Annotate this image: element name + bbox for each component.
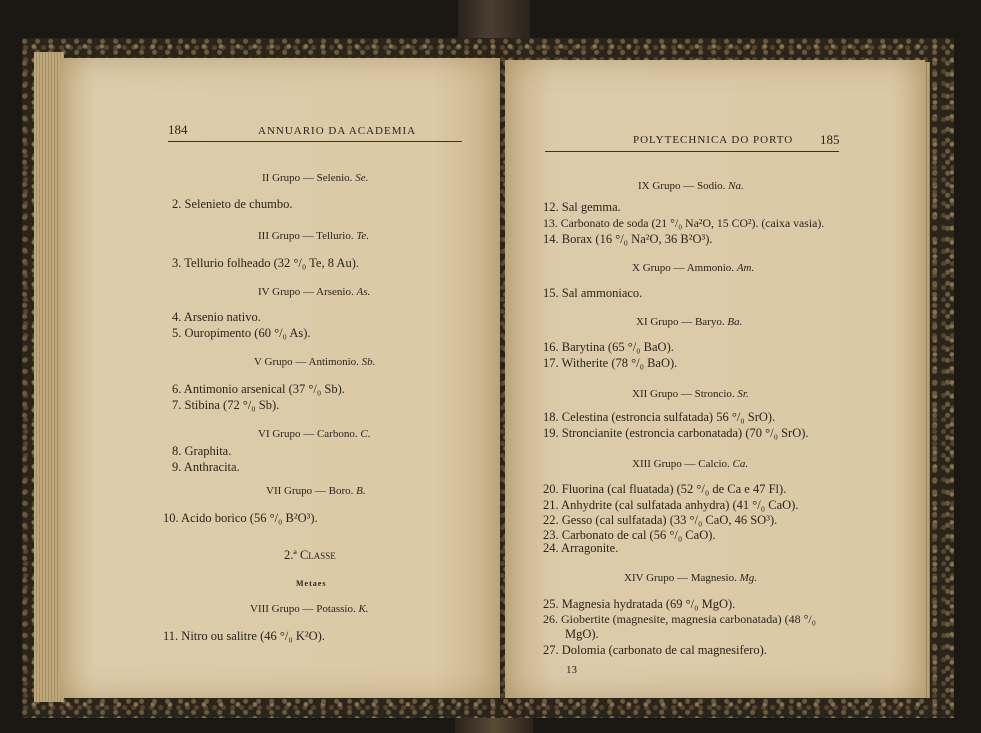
- group-heading: VII Grupo — Boro. B.: [266, 485, 366, 497]
- group-heading: III Grupo — Tellurio. Te.: [258, 230, 370, 242]
- list-item: 11. Nitro ou salitre (46 °/₀ K²O).: [163, 629, 325, 643]
- list-item: 6. Antimonio arsenical (37 °/₀ Sb).: [172, 382, 345, 396]
- group-heading: XIV Grupo — Magnesio. Mg.: [624, 572, 758, 584]
- list-item: 19. Stroncianite (estroncia carbonatada) (70 °/₀ SrO).: [543, 426, 809, 440]
- list-item: 15. Sal ammoniaco.: [543, 286, 643, 300]
- group-heading: V Grupo — Antimonio. Sb.: [254, 356, 376, 368]
- list-item: 16. Barytina (65 °/₀ BaO).: [543, 340, 674, 354]
- subheading: Metaes: [296, 579, 327, 588]
- list-item: 27. Dolomia (carbonato de cal magnesifero).: [543, 643, 767, 657]
- list-item: 23. Carbonato de cal (56 °/₀ CaO).: [543, 528, 716, 542]
- list-item: 21. Anhydrite (cal sulfatada anhydra) (41 °/₀ CaO).: [543, 498, 799, 512]
- left-page-number: 184: [168, 122, 188, 137]
- list-item: 24. Arragonite.: [543, 541, 619, 555]
- group-heading: VIII Grupo — Potassio. K.: [250, 603, 369, 615]
- list-item: 20. Fluorina (cal fluatada) (52 °/₀ de Ca e 47 Fl).: [543, 482, 787, 496]
- list-item: 4. Arsenio nativo.: [172, 310, 261, 324]
- list-item: 9. Anthracita.: [172, 460, 240, 474]
- list-item: 22. Gesso (cal sulfatada) (33 °/₀ CaO, 46 SO³).: [543, 513, 778, 527]
- list-item: 17. Witherite (78 °/₀ BaO).: [543, 356, 678, 370]
- list-item: 10. Acido borico (56 °/₀ B²O³).: [163, 511, 318, 525]
- list-item: 14. Borax (16 °/₀ Na²O, 36 B²O³).: [543, 232, 713, 246]
- list-item: 8. Graphita.: [172, 444, 232, 458]
- list-item: 13. Carbonato de soda (21 °/₀ Na²O, 15 CO²). (caixa vasia).: [543, 216, 825, 230]
- list-item: 2. Selenieto de chumbo.: [172, 197, 293, 211]
- list-item: 5. Ouropimento (60 °/₀ As).: [172, 326, 311, 340]
- group-heading: XI Grupo — Baryo. Ba.: [636, 316, 743, 328]
- group-heading: VI Grupo — Carbono. C.: [258, 428, 371, 440]
- group-heading: XII Grupo — Stroncio. Sr.: [632, 388, 749, 400]
- group-heading: II Grupo — Selenio. Se.: [262, 172, 369, 184]
- group-heading: X Grupo — Ammonio. Am.: [632, 262, 755, 274]
- left-page: [60, 58, 500, 698]
- list-item: 7. Stibina (72 °/₀ Sb).: [172, 398, 280, 412]
- list-item: 26. Giobertite (magnesite, magnesia carbonatada) (48 °/₀: [543, 612, 816, 626]
- group-heading: XIII Grupo — Calcio. Ca.: [632, 458, 749, 470]
- group-heading: IV Grupo — Arsenio. As.: [258, 286, 371, 298]
- list-item: 3. Tellurio folheado (32 °/₀ Te, 8 Au).: [172, 256, 359, 270]
- list-item-continuation: MgO).: [565, 627, 599, 641]
- left-header-rule: [168, 141, 462, 142]
- signature-mark: 13: [566, 664, 577, 676]
- group-heading: IX Grupo — Sodio. Na.: [638, 180, 744, 192]
- right-header-rule: [545, 151, 839, 152]
- list-item: 12. Sal gemma.: [543, 200, 621, 214]
- left-running-head: ANNUARIO DA ACADEMIA: [258, 125, 417, 137]
- right-running-head: POLYTECHNICA DO PORTO: [633, 134, 794, 146]
- list-item: 18. Celestina (estroncia sulfatada) 56 °/₀ SrO).: [543, 410, 776, 424]
- list-item: 25. Magnesia hydratada (69 °/₀ MgO).: [543, 597, 736, 611]
- class-heading: 2.ª Classe: [284, 548, 336, 562]
- right-page-number: 185: [820, 132, 840, 147]
